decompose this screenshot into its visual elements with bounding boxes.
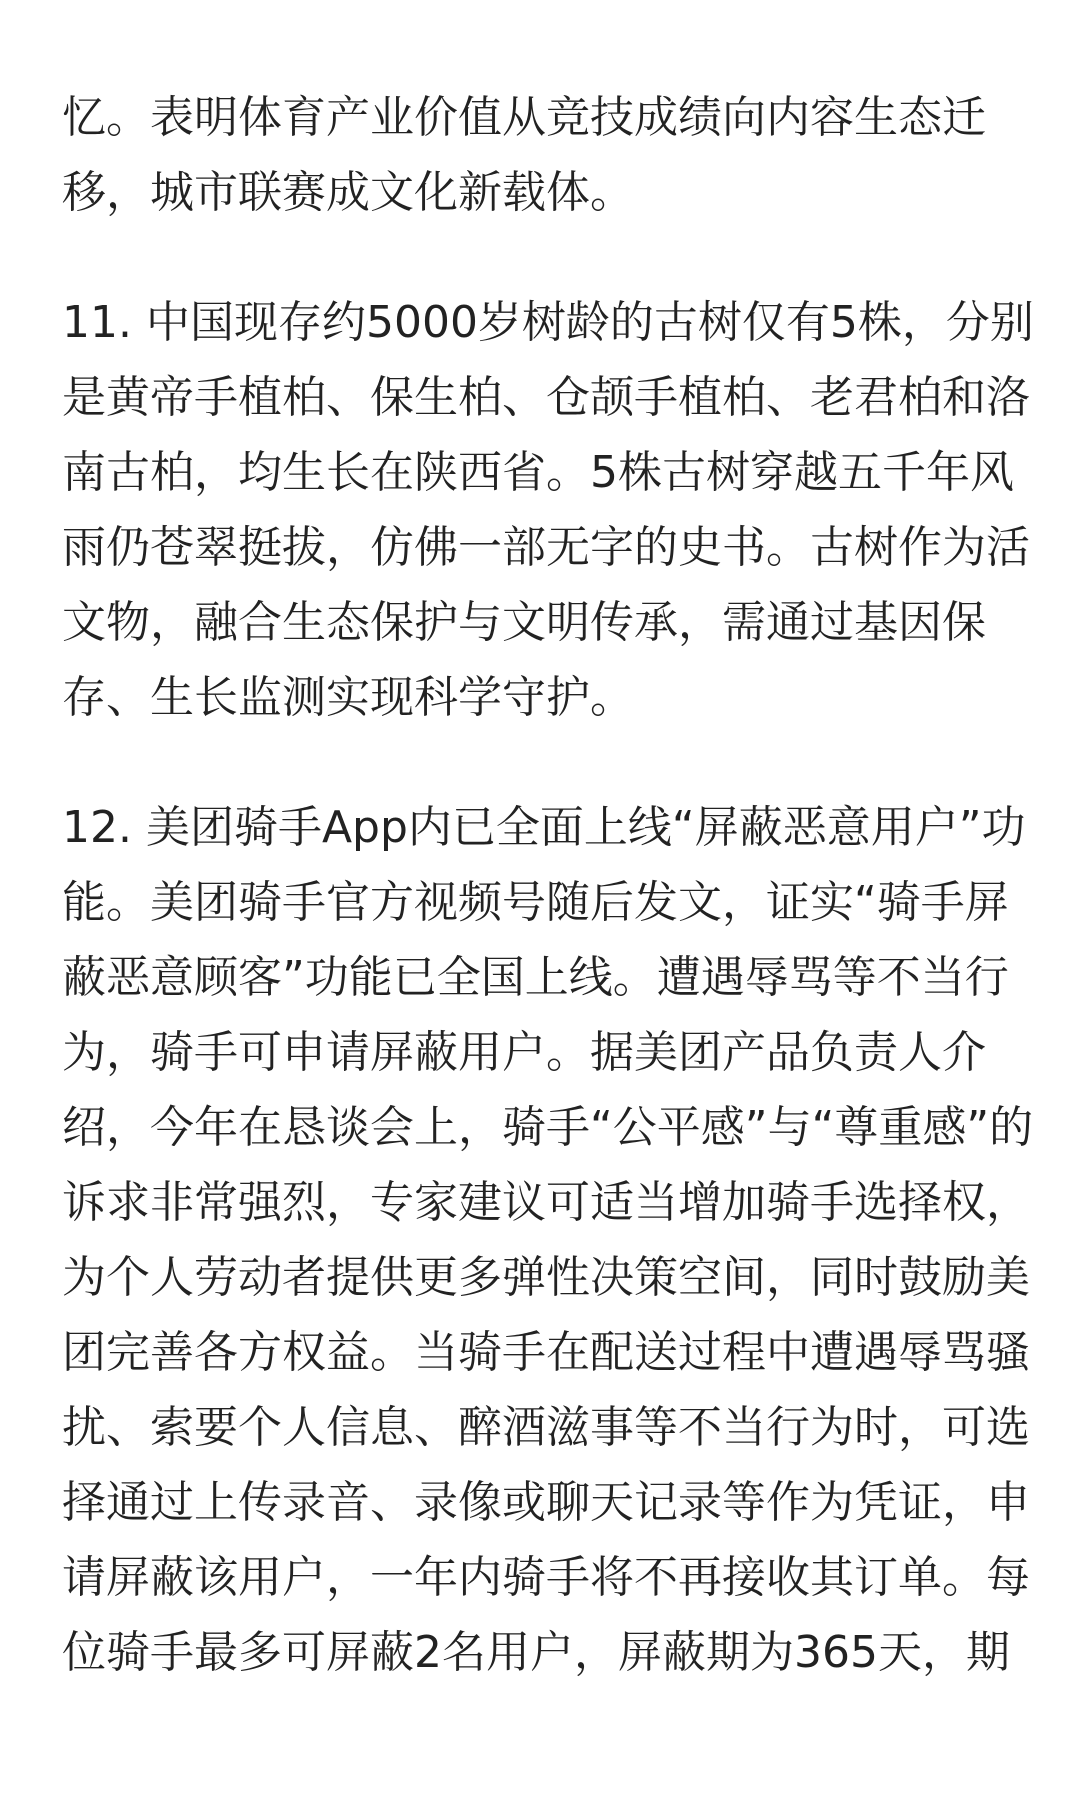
text-line: 位骑手最多可屏蔽2名用户，屏蔽期为365天，期 (62, 1627, 1010, 1678)
paragraph-gap (62, 735, 1022, 790)
text-line: 蔽恶意顾客”功能已全国上线。遭遇辱骂等不当行 (62, 952, 1009, 1003)
text-line: 存、生长监测实现科学守护。 (62, 672, 634, 723)
paragraph-gap (62, 230, 1022, 285)
text-line: 能。美团骑手官方视频号随后发文，证实“骑手屏 (62, 877, 1009, 928)
text-line: 团完善各方权益。当骑手在配送过程中遭遇辱骂骚 (62, 1327, 1030, 1378)
text-line: 为，骑手可申请屏蔽用户。据美团产品负责人介 (62, 1027, 986, 1078)
text-line: 12. 美团骑手App内已全面上线“屏蔽恶意用户”功 (62, 802, 1026, 853)
paragraph-item-11 (62, 285, 1034, 735)
text-line: 绍，今年在恳谈会上，骑手“公平感”与“尊重感”的 (62, 1102, 1034, 1153)
paragraph-continuation (62, 80, 1022, 230)
text-line: 请屏蔽该用户，一年内骑手将不再接收其订单。每 (62, 1552, 1030, 1603)
text-line: 诉求非常强烈，专家建议可适当增加骑手选择权， (62, 1177, 1030, 1228)
text-line: 11. 中国现存约5000岁树龄的古树仅有5株，分别 (62, 297, 1034, 348)
article-body (62, 80, 1034, 1690)
text-line: 择通过上传录音、录像或聊天记录等作为凭证，申 (62, 1477, 1030, 1528)
paragraph-item-12 (62, 790, 1034, 1690)
text-line: 是黄帝手植柏、保生柏、仓颉手植柏、老君柏和洛 (62, 372, 1030, 423)
text-line: 南古柏，均生长在陕西省。5株古树穿越五千年风 (62, 447, 1014, 498)
text-line: 雨仍苍翠挺拔，仿佛一部无字的史书。古树作为活 (62, 522, 1030, 573)
text-line: 移，城市联赛成文化新载体。 (62, 167, 634, 218)
text-line: 扰、索要个人信息、醉酒滋事等不当行为时，可选 (62, 1402, 1030, 1453)
text-line: 忆。表明体育产业价值从竞技成绩向内容生态迁 (62, 92, 986, 143)
text-line: 为个人劳动者提供更多弹性决策空间，同时鼓励美 (62, 1252, 1030, 1303)
text-line: 文物，融合生态保护与文明传承，需通过基因保 (62, 597, 986, 648)
